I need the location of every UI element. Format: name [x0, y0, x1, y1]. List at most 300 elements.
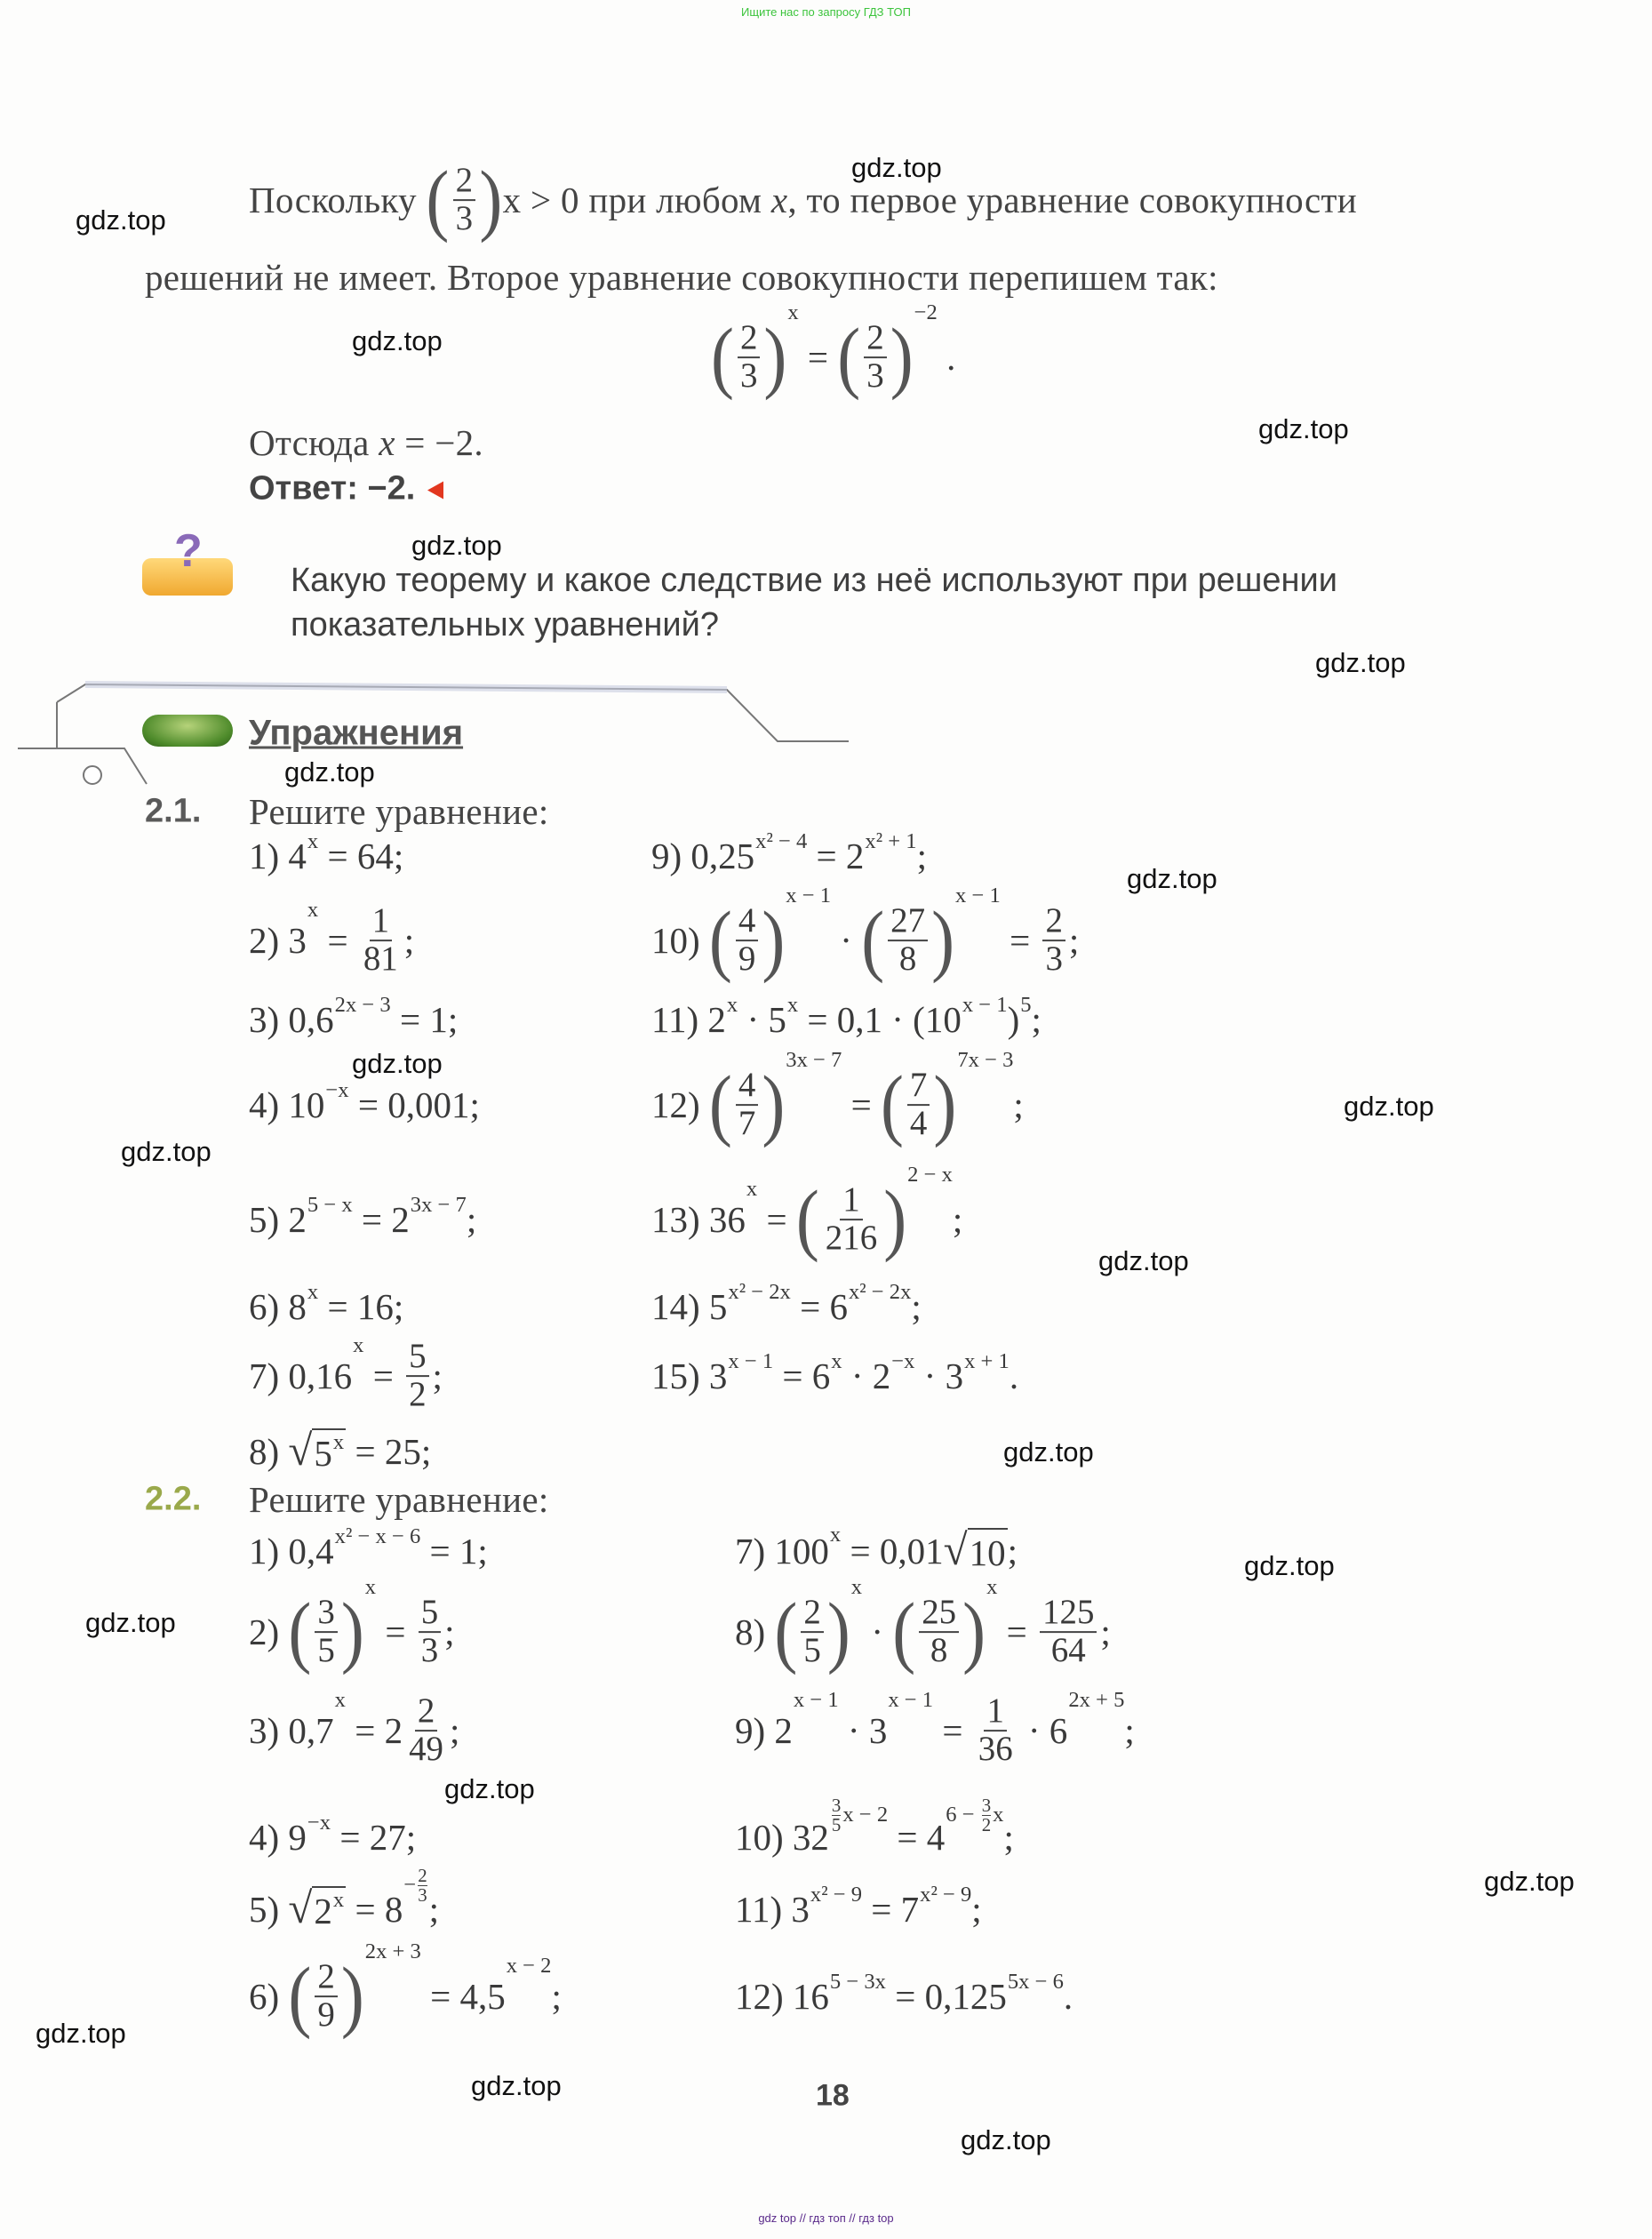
watermark: gdz.top: [961, 2124, 1051, 2155]
text: ;: [971, 1889, 982, 1930]
text: 5) 2: [249, 1199, 307, 1240]
denominator: 3: [866, 356, 884, 395]
numerator: 5: [406, 1339, 428, 1377]
text: 2): [249, 1611, 289, 1652]
fraction: [907, 1068, 930, 1142]
denominator: 8: [930, 1631, 948, 1669]
text: Отсюда: [249, 422, 379, 463]
radicand: [968, 1528, 1008, 1574]
text: 10) 32: [735, 1817, 829, 1858]
parenthesized-fraction: [795, 1174, 907, 1263]
numerator: 3: [831, 1795, 842, 1816]
left-paren: (: [711, 312, 734, 401]
footer-watermark: gdz top // гдз топ // гдз top: [758, 2211, 894, 2225]
text: ;: [466, 1199, 477, 1240]
parenthesized-fraction: [837, 312, 914, 401]
right-paren: ): [340, 1951, 364, 2040]
denominator: 64: [1050, 1631, 1086, 1669]
numerator: 5: [419, 1595, 441, 1633]
numerator: 4: [736, 1068, 758, 1106]
text: ;: [1013, 1084, 1024, 1125]
equation-item: [735, 1883, 982, 1931]
exponent: −2: [914, 300, 938, 325]
left-paren: (: [892, 1587, 916, 1675]
exponent: 5 − 3x: [829, 1970, 886, 1994]
equation-item: [249, 829, 404, 877]
exponent: −x: [307, 1811, 331, 1835]
fraction-exponent: [403, 1867, 428, 1905]
exponent: x: [334, 1688, 346, 1713]
exponent-suffix: x − 2: [842, 1803, 889, 1827]
text: = 8: [346, 1889, 403, 1930]
text: = 0,001;: [348, 1084, 480, 1125]
left-paren: (: [288, 1587, 312, 1675]
denominator: 9: [738, 940, 756, 978]
exercise-pill-icon: [142, 715, 233, 747]
text: 14) 5: [651, 1286, 728, 1327]
numerator: 2: [315, 1959, 337, 1997]
exponent: x² − x − 6: [334, 1524, 421, 1548]
text: =: [318, 920, 357, 961]
text: ;: [1100, 1611, 1111, 1652]
exponent: x: [831, 1349, 842, 1373]
exponent: x: [986, 1575, 998, 1600]
text: 12) 16: [735, 1976, 829, 2017]
watermark: gdz.top: [1003, 1436, 1094, 1467]
answer-text: Ответ: −2.: [249, 469, 416, 508]
denominator: 4: [909, 1104, 928, 1142]
numerator: 1: [370, 903, 392, 941]
exercise-2-1-prompt: Решите уравнение:: [249, 791, 549, 832]
text: 3) 0,7: [249, 1710, 334, 1751]
parenthesized-fraction: [711, 312, 787, 401]
question-text: Какую теорему и какое следствие из неё используют при решении показательных уравнений?: [291, 562, 1337, 644]
text: ;: [432, 1355, 443, 1396]
exponent: x: [307, 829, 319, 853]
exponent: x: [787, 300, 799, 325]
denominator: 9: [317, 1995, 335, 2034]
exponent: 3x − 7: [786, 1048, 842, 1073]
numerator: 125: [1040, 1595, 1097, 1633]
denominator: 5: [831, 1813, 842, 1835]
text: 13) 36: [651, 1199, 746, 1240]
text: = 0,01: [841, 1531, 944, 1571]
fraction: [361, 903, 401, 978]
exercise-2-2-number: 2.2.: [145, 1480, 202, 1518]
exponent: x + 1: [964, 1349, 1010, 1373]
exponent: 5x − 6: [1007, 1970, 1064, 1994]
equation-item: [735, 1970, 1073, 2018]
radicand-base: 10: [969, 1532, 1006, 1573]
text: = 16;: [318, 1286, 404, 1327]
text: ;: [1068, 920, 1080, 961]
text: 9) 0,25: [651, 836, 755, 876]
denominator: 7: [738, 1104, 756, 1142]
watermark: gdz.top: [444, 1773, 535, 1804]
exponent-suffix: x: [993, 1803, 1004, 1827]
denominator: 2: [409, 1375, 427, 1413]
watermark: gdz.top: [1315, 647, 1406, 678]
parenthesized-fraction: [288, 1951, 364, 2040]
text: · 6: [1018, 1710, 1068, 1751]
exponent: x − 1: [786, 884, 832, 908]
exponent: x: [502, 180, 522, 220]
text: 6): [249, 1976, 289, 2017]
text: ): [1007, 999, 1020, 1040]
exponent: x: [353, 1333, 364, 1358]
text: 2) 3: [249, 920, 307, 961]
equation-item: [651, 993, 1041, 1041]
fraction: [1042, 903, 1065, 978]
parenthesized-fraction: [880, 1060, 957, 1148]
exponent: x: [332, 1888, 345, 1912]
denominator: 49: [409, 1730, 444, 1768]
denominator: 3: [1045, 940, 1063, 978]
text: 15) 3: [651, 1355, 728, 1396]
text: ;: [1007, 1531, 1018, 1571]
exponent: 7x − 3: [957, 1048, 1014, 1073]
fraction: [801, 1595, 823, 1669]
right-paren: ): [883, 1174, 907, 1263]
text: ;: [403, 920, 415, 961]
equation-item: [651, 1280, 922, 1328]
answer: [249, 470, 443, 508]
equation-item: [249, 1280, 404, 1328]
watermark: gdz.top: [76, 204, 166, 236]
exponent-prefix: 6 −: [946, 1803, 980, 1827]
watermark: gdz.top: [36, 2018, 126, 2049]
numerator: 27: [888, 903, 928, 941]
fraction: [406, 1693, 446, 1768]
text: = 6: [790, 1286, 848, 1327]
equation-item: [735, 1795, 1014, 1859]
exponent: x: [307, 1280, 319, 1304]
denominator: 216: [825, 1219, 878, 1257]
text: =: [997, 1611, 1036, 1652]
right-paren: ): [962, 1587, 986, 1675]
exponent: x: [726, 993, 738, 1017]
text: = 2: [807, 836, 865, 876]
square-root: [288, 1428, 346, 1475]
text: 7) 0,16: [249, 1355, 353, 1396]
text: =: [757, 1199, 796, 1240]
numerator: 25: [919, 1595, 959, 1633]
intro-line-2: [145, 256, 1218, 299]
text: ;: [1003, 1817, 1014, 1858]
parenthesized-fraction: [708, 895, 786, 984]
text: = 1;: [390, 999, 459, 1040]
left-paren: (: [708, 1060, 732, 1148]
exponent: x − 1: [962, 993, 1008, 1017]
text: = 0,1 · (10: [798, 999, 962, 1040]
text: 3) 0,6: [249, 999, 334, 1040]
watermark: gdz.top: [1484, 1866, 1575, 1897]
fraction: [736, 903, 758, 978]
text: = 4,5: [420, 1976, 506, 2017]
exponent: x − 2: [506, 1954, 552, 1979]
text: = 2: [352, 1199, 410, 1240]
right-paren: ): [890, 312, 914, 401]
watermark: gdz.top: [85, 1607, 176, 1638]
left-paren: (: [708, 895, 732, 984]
exponent: x: [850, 1575, 863, 1600]
page-number: 18: [816, 2078, 850, 2113]
equation-item: [249, 1865, 440, 1932]
radicand-base: 5: [314, 1433, 332, 1474]
denominator: 2: [981, 1813, 992, 1835]
text: .: [1063, 1976, 1073, 2017]
text: ·: [831, 920, 862, 961]
fraction: [315, 1959, 337, 2034]
fraction-exponent: [830, 1796, 888, 1835]
exponent: 2x − 3: [334, 993, 391, 1017]
equation-item: [735, 1688, 1135, 1768]
numerator: 2: [1042, 903, 1065, 941]
question-mark-icon: ?: [174, 525, 203, 577]
text: 1) 4: [249, 836, 307, 876]
equation-item: [249, 1688, 460, 1768]
exponent: x² − 9: [810, 1883, 863, 1907]
text: = 4: [888, 1817, 946, 1858]
fraction: [738, 320, 760, 395]
text: ;: [428, 1889, 440, 1930]
parenthesized-fraction: [426, 155, 503, 244]
section-title: Упражнения: [249, 713, 464, 753]
text: ;: [916, 836, 927, 876]
text: = 64;: [318, 836, 404, 876]
denominator: 3: [455, 199, 474, 237]
fraction: [453, 163, 476, 237]
fraction: [406, 1339, 428, 1413]
equation-item: [735, 1523, 1018, 1574]
text: Поскольку: [249, 180, 427, 220]
fraction-exponent: [946, 1796, 1003, 1835]
watermark: gdz.top: [851, 152, 942, 183]
parenthesized-fraction: [892, 1587, 986, 1675]
right-paren: ): [933, 1060, 957, 1148]
text: 6) 8: [249, 1286, 307, 1327]
watermark: gdz.top: [352, 1048, 443, 1079]
exponent: 5 − x: [307, 1193, 353, 1217]
radical-sign-icon: √: [288, 1883, 313, 1932]
text: · 3: [914, 1355, 964, 1396]
exponent: x² − 9: [920, 1883, 972, 1907]
equation-item: [249, 898, 415, 978]
equation-item: [249, 1524, 488, 1572]
watermark: gdz.top: [1244, 1550, 1335, 1581]
text: , то первое уравнение совокупности: [787, 180, 1357, 220]
denominator: 81: [363, 940, 398, 978]
left-paren: (: [288, 1951, 312, 2040]
left-paren: (: [774, 1587, 798, 1675]
watermark: gdz.top: [284, 756, 375, 788]
exponent: x: [786, 993, 799, 1017]
denominator: 3: [739, 356, 758, 395]
exercise-2-1-number: 2.1.: [145, 792, 202, 830]
numerator: 2: [418, 1865, 427, 1886]
denominator: 3: [418, 1883, 427, 1906]
numerator: 2: [801, 1595, 823, 1633]
variable: x: [379, 422, 395, 463]
text: .: [1009, 1355, 1019, 1396]
text: ;: [1124, 1710, 1135, 1751]
text: ·: [862, 1611, 893, 1652]
text: .: [937, 337, 956, 378]
text: ;: [551, 1976, 562, 2017]
text: =: [363, 1355, 403, 1396]
parenthesized-fraction: [861, 895, 955, 984]
square-root: [943, 1525, 1008, 1574]
fraction: [976, 1693, 1016, 1768]
exponent: −x: [325, 1078, 349, 1102]
text: = 2: [345, 1710, 403, 1751]
denominator: 8: [898, 940, 917, 978]
radical-sign-icon: √: [943, 1525, 968, 1574]
text: 8): [249, 1431, 289, 1472]
text: · 5: [738, 999, 786, 1040]
equation-item: [249, 1575, 455, 1675]
text: =: [933, 1710, 972, 1751]
equation-item: [249, 1939, 562, 2040]
top-banner: Ищите нас по запросу ГДЗ ТОП: [741, 5, 911, 19]
exponent: 5: [1020, 993, 1032, 1017]
equation-item: [249, 1333, 443, 1413]
right-paren: ): [763, 312, 787, 401]
text: 11) 3: [735, 1889, 810, 1930]
denominator: 3: [420, 1631, 439, 1669]
exponent: 2x + 3: [364, 1939, 421, 1964]
text: 12): [651, 1084, 709, 1125]
exponent: 3x − 7: [410, 1193, 467, 1217]
text: =: [842, 1084, 881, 1125]
fraction: [864, 320, 886, 395]
left-paren: (: [880, 1060, 904, 1148]
watermark: gdz.top: [1127, 863, 1217, 894]
square-root: [288, 1883, 346, 1932]
text: =: [1000, 920, 1040, 961]
text: · 3: [838, 1710, 888, 1751]
right-paren: ): [762, 1060, 786, 1148]
text: = 6: [773, 1355, 831, 1396]
watermark: gdz.top: [1098, 1245, 1189, 1276]
text: ;: [1031, 999, 1041, 1040]
left-paren: (: [861, 895, 885, 984]
parenthesized-fraction: [708, 1060, 786, 1148]
exponent-fraction: [418, 1867, 427, 1905]
exponent-fraction: [982, 1796, 991, 1835]
watermark: gdz.top: [352, 325, 443, 356]
exponent-fraction: [832, 1796, 841, 1835]
text: 9) 2: [735, 1710, 793, 1751]
right-paren: ): [826, 1587, 850, 1675]
fraction: [315, 1595, 337, 1669]
numerator: 1: [984, 1693, 1006, 1731]
equation-item: [249, 1811, 417, 1859]
numerator: 2: [864, 320, 886, 358]
equation-item: [249, 1193, 477, 1241]
numerator: 3: [981, 1795, 992, 1816]
text: · 2: [842, 1355, 891, 1396]
watermark: gdz.top: [471, 2070, 562, 2101]
text: решений не имеет. Второе уравнение совокупности перепишем так:: [145, 257, 1218, 298]
equation-item: [249, 1078, 480, 1126]
fraction: [736, 1068, 758, 1142]
equation-item: [249, 993, 459, 1041]
watermark: gdz.top: [1258, 413, 1349, 444]
radicand: [312, 1428, 346, 1475]
numerator: 7: [907, 1068, 930, 1106]
exponent: −x: [891, 1349, 915, 1373]
text: = 1;: [420, 1531, 488, 1571]
watermark: gdz.top: [121, 1136, 211, 1167]
exponent: x: [307, 898, 319, 923]
text: ;: [450, 1710, 460, 1751]
radicand: [312, 1886, 346, 1932]
fraction: [823, 1182, 880, 1257]
denominator: 5: [317, 1631, 335, 1669]
text: 5): [249, 1889, 289, 1930]
text: = 25;: [346, 1431, 432, 1472]
exponent: x: [746, 1177, 758, 1202]
exponent: x² − 2x: [728, 1280, 791, 1304]
exponent: x − 1: [728, 1349, 774, 1373]
variable: x: [770, 180, 788, 220]
denominator: 5: [803, 1631, 821, 1669]
text: 8): [735, 1611, 775, 1652]
exercise-2-2-prompt: Решите уравнение:: [249, 1479, 549, 1520]
equation-item: [651, 1048, 1024, 1148]
exponent: x² + 1: [865, 829, 917, 853]
text: = 27;: [331, 1817, 417, 1858]
exponent: x² − 4: [755, 829, 808, 853]
text: ;: [444, 1611, 455, 1652]
exponent: x − 1: [888, 1688, 934, 1713]
numerator: 2: [738, 320, 760, 358]
exponent-prefix: −: [403, 1873, 417, 1898]
right-paren: ): [479, 155, 503, 244]
fraction: [919, 1595, 959, 1669]
text: 7) 100: [735, 1531, 829, 1571]
radical-sign-icon: √: [288, 1426, 313, 1475]
numerator: 1: [840, 1182, 862, 1220]
text: 10): [651, 920, 709, 961]
text: 4) 10: [249, 1084, 325, 1125]
text: = −2.: [395, 422, 483, 463]
intro-formula: [711, 300, 956, 401]
fraction: [1040, 1595, 1097, 1669]
end-triangle-icon: [427, 481, 443, 499]
equation-item: [651, 1349, 1019, 1397]
text: ;: [911, 1286, 922, 1327]
equation-item: [651, 829, 927, 877]
fraction: [419, 1595, 441, 1669]
text: =: [798, 337, 838, 378]
text: > 0 при любом: [521, 180, 771, 220]
exponent: 2 − x: [907, 1163, 953, 1187]
left-paren: (: [837, 312, 861, 401]
numerator: 3: [315, 1595, 337, 1633]
equation-item: [651, 1163, 963, 1263]
intro-line-1: [249, 155, 1357, 244]
left-paren: (: [795, 1174, 819, 1263]
exponent: x: [332, 1430, 345, 1454]
parenthesized-fraction: [288, 1587, 364, 1675]
equation-item: [735, 1575, 1111, 1675]
right-paren: ): [931, 895, 955, 984]
equation-item: [651, 884, 1080, 984]
exponent: 2x + 5: [1068, 1688, 1125, 1713]
text: 4) 9: [249, 1817, 307, 1858]
